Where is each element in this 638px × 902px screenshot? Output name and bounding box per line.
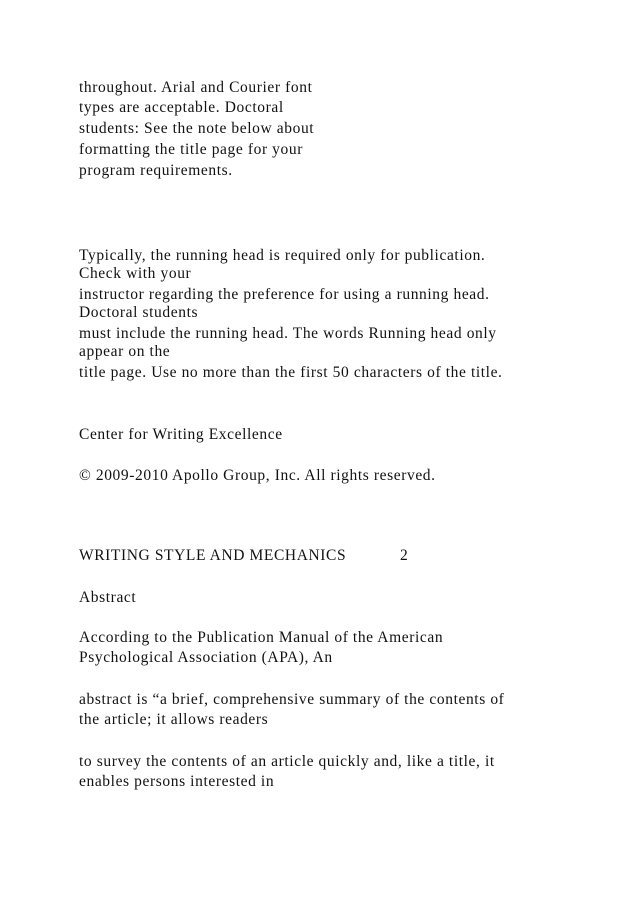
running-head-note-line: must include the running head. The words Running head only (79, 325, 497, 342)
copyright-notice: © 2009-2010 Apollo Group, Inc. All rights reserved. (79, 467, 436, 484)
running-head-note-line: instructor regarding the preference for using a running head. (79, 286, 490, 303)
abstract-line: Psychological Association (APA), An (79, 649, 333, 666)
note-line: formatting the title page for your (79, 141, 303, 158)
abstract-line: abstract is “a brief, comprehensive summary of the contents of (79, 691, 505, 708)
abstract-line: to survey the contents of an article quickly and, like a title, it (79, 753, 495, 770)
abstract-line: the article; it allows readers (79, 711, 269, 728)
running-head-note-line: Typically, the running head is required only for publication. (79, 247, 486, 264)
center-name: Center for Writing Excellence (79, 426, 283, 443)
note-line: program requirements. (79, 162, 233, 179)
note-line: throughout. Arial and Courier font (79, 79, 313, 96)
running-head-note-line: appear on the (79, 343, 171, 360)
note-line: types are acceptable. Doctoral (79, 99, 284, 116)
abstract-heading: Abstract (79, 589, 137, 606)
running-head: WRITING STYLE AND MECHANICS (79, 547, 347, 564)
abstract-line: enables persons interested in (79, 773, 275, 790)
abstract-line: According to the Publication Manual of the American (79, 629, 444, 646)
page-number: 2 (400, 547, 409, 564)
note-line: students: See the note below about (79, 120, 315, 137)
running-head-note-line: title page. Use no more than the first 50 characters of the title. (79, 364, 503, 381)
running-head-note-line: Check with your (79, 265, 192, 282)
running-head-note-line: Doctoral students (79, 304, 199, 321)
